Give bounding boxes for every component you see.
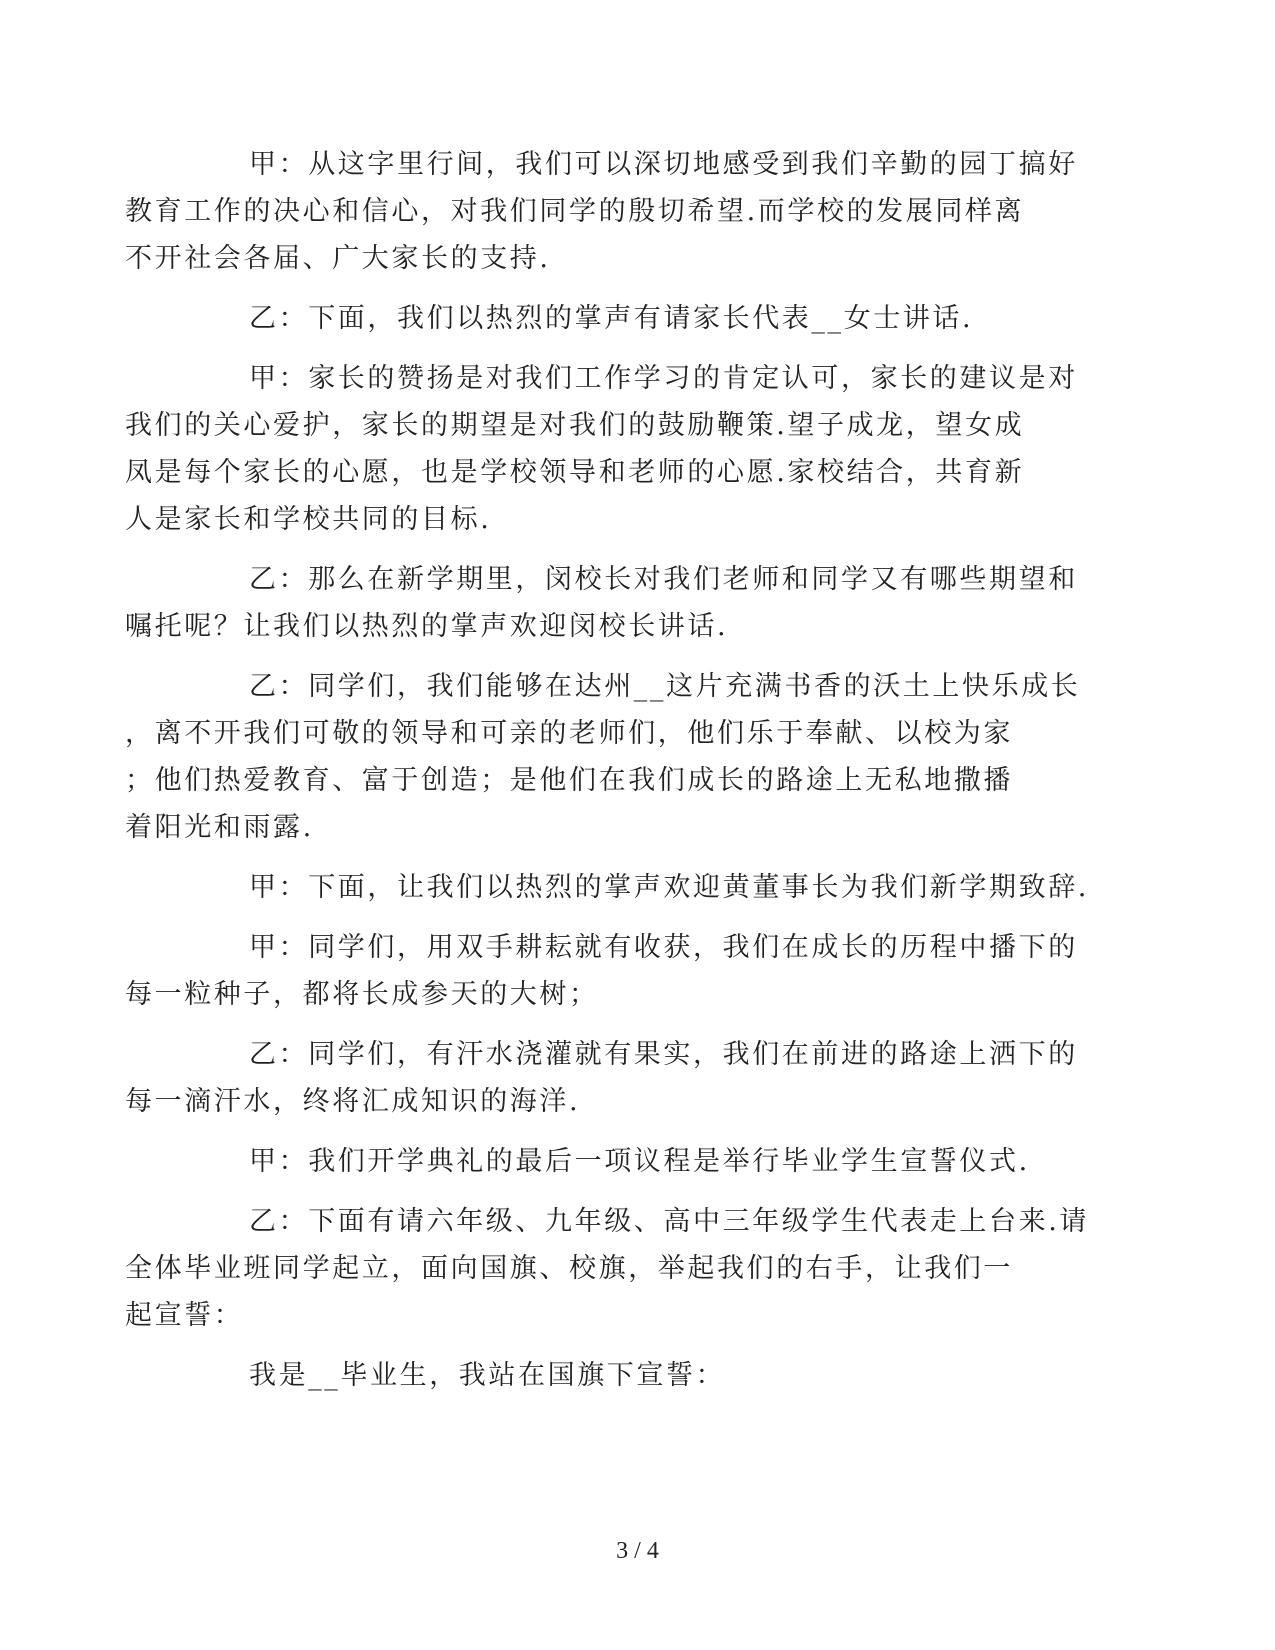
text-line: ，离不开我们可敬的领导和可亲的老师们，他们乐于奉献、以校为家 [125,718,1013,749]
text-line: 乙：下面有请六年级、九年级、高中三年级学生代表走上台来.请 [249,1206,1089,1237]
text-line: 甲：我们开学典礼的最后一项议程是举行毕业学生宣誓仪式. [249,1146,1030,1177]
paragraph [125,141,1078,282]
text-line: 人是家长和学校共同的目标. [125,504,492,535]
text-line: 每一粒种子，都将长成参天的大树； [125,979,599,1010]
text-line: 每一滴汗水，终将汇成知识的海洋. [125,1086,581,1117]
paragraph [187,864,1089,911]
paragraph [187,1352,1067,1399]
paragraph [187,1138,1067,1185]
text-line: 我们的关心爱护，家长的期望是对我们的鼓励鞭策.望子成龙，望女成 [125,410,1025,441]
text-line: 甲：同学们，用双手耕耘就有收获，我们在成长的历程中播下的 [249,932,1078,963]
paragraph [125,1031,1078,1125]
text-line: 教育工作的决心和信心，对我们同学的殷切希望.而学校的发展同样离 [125,196,1025,227]
paragraph [187,295,1067,342]
paragraph [125,1198,1089,1339]
text-line: 着阳光和雨露. [125,812,314,843]
text-line: 乙：同学们，有汗水浇灌就有果实，我们在前进的路途上洒下的 [249,1039,1078,1070]
text-line: 甲：家长的赞扬是对我们工作学习的肯定认可，家长的建议是对 [249,363,1078,394]
text-line: 甲：从这字里行间，我们可以深切地感受到我们辛勤的园丁搞好 [249,149,1078,180]
text-line: 全体毕业班同学起立，面向国旗、校旗，举起我们的右手，让我们一 [125,1253,1013,1284]
paragraph [125,556,1078,650]
text-line: 凤是每个家长的心愿，也是学校领导和老师的心愿.家校结合，共育新 [125,457,1025,488]
text-line: 乙：同学们，我们能够在达州__这片充满书香的沃土上快乐成长 [249,671,1081,702]
text-line: ；他们热爱教育、富于创造；是他们在我们成长的路途上无私地撒播 [125,765,1013,796]
document-body [125,141,1089,1412]
text-line: 乙：下面，我们以热烈的掌声有请家长代表__女士讲话. [249,303,974,334]
text-line: 嘱托呢？让我们以热烈的掌声欢迎闵校长讲话. [125,611,729,642]
text-line: 我是__毕业生，我站在国旗下宣誓： [249,1360,726,1391]
text-line: 乙：那么在新学期里，闵校长对我们老师和同学又有哪些期望和 [249,564,1078,595]
text-line: 不开社会各届、广大家长的支持. [125,243,551,274]
paragraph [125,355,1078,543]
paragraph [125,924,1078,1018]
page-number: 3 / 4 [616,1538,659,1564]
text-line: 起宣誓： [125,1300,244,1331]
paragraph [125,663,1081,851]
text-line: 甲：下面，让我们以热烈的掌声欢迎黄董事长为我们新学期致辞. [249,872,1089,903]
